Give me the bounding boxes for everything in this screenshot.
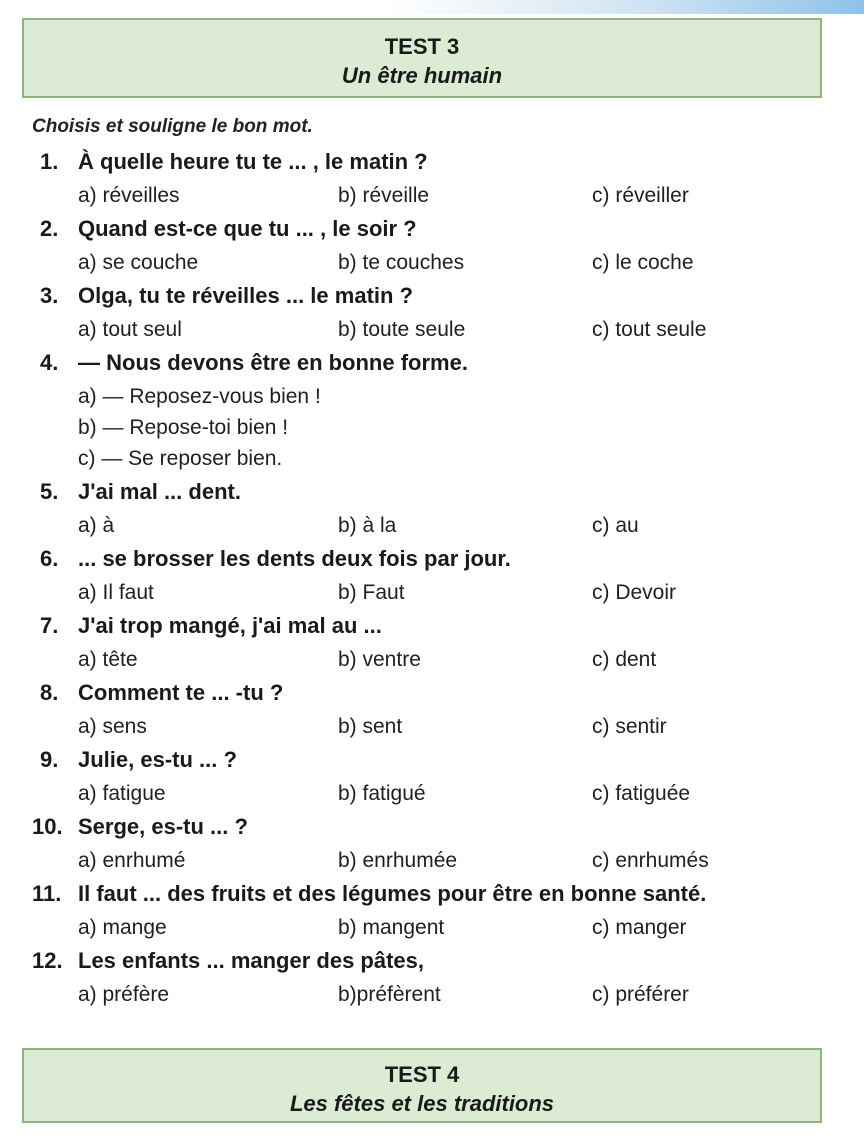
options-row bbox=[0, 847, 864, 880]
question-text: Il faut ... des fruits et des légumes pour être en bonne santé. bbox=[78, 881, 707, 906]
question bbox=[0, 813, 864, 847]
option-a[interactable]: a) fatigue bbox=[78, 782, 166, 805]
options-row bbox=[0, 445, 864, 478]
option-b[interactable]: b) à la bbox=[338, 514, 397, 537]
option-c[interactable]: c) dent bbox=[592, 648, 657, 671]
question bbox=[0, 880, 864, 914]
option-c[interactable]: c) préférer bbox=[592, 983, 689, 1006]
option-a[interactable]: a) préfère bbox=[78, 983, 170, 1006]
question-text: Julie, es-tu ... ? bbox=[78, 747, 237, 772]
question-text: Les enfants ... manger des pâtes, bbox=[78, 948, 425, 973]
option-c[interactable]: c) réveiller bbox=[592, 184, 689, 207]
option-c[interactable]: c) le coche bbox=[592, 251, 694, 274]
test4-title: TEST 4 bbox=[384, 1062, 460, 1087]
option-a[interactable]: a) — Reposez-vous bien ! bbox=[78, 385, 321, 408]
option-b[interactable]: b) réveille bbox=[338, 184, 430, 207]
option-a[interactable]: a) mange bbox=[78, 916, 167, 939]
question-text: Serge, es-tu ... ? bbox=[78, 814, 248, 839]
option-c[interactable]: c) tout seule bbox=[592, 318, 707, 341]
question bbox=[0, 148, 864, 182]
options-row bbox=[0, 646, 864, 679]
option-c[interactable]: c) sentir bbox=[592, 715, 667, 738]
options-row bbox=[0, 579, 864, 612]
question-number: 4. bbox=[40, 350, 59, 375]
option-b[interactable]: b) toute seule bbox=[338, 318, 466, 341]
test3-header bbox=[22, 18, 822, 98]
options-row bbox=[0, 780, 864, 813]
option-b[interactable]: b) mangent bbox=[338, 916, 445, 939]
option-c[interactable]: c) Devoir bbox=[592, 581, 677, 604]
question-text: J'ai mal ... dent. bbox=[78, 479, 241, 504]
option-b[interactable]: b) fatigué bbox=[338, 782, 426, 805]
option-a[interactable]: a) sens bbox=[78, 715, 147, 738]
options-row bbox=[0, 713, 864, 746]
question bbox=[0, 545, 864, 579]
question-text: Olga, tu te réveilles ... le matin ? bbox=[78, 283, 413, 308]
test3-subtitle: Un être humain bbox=[341, 63, 503, 88]
question-number: 7. bbox=[40, 613, 59, 638]
options-row bbox=[0, 981, 864, 1014]
question-number: 5. bbox=[40, 479, 59, 504]
option-b[interactable]: b) Faut bbox=[338, 581, 405, 604]
option-c[interactable]: c) enrhumés bbox=[592, 849, 709, 872]
option-b[interactable]: b)préfèrent bbox=[338, 983, 441, 1006]
question-number: 2. bbox=[40, 216, 59, 241]
option-b[interactable]: b) sent bbox=[338, 715, 403, 738]
option-c[interactable]: c) — Se reposer bien. bbox=[78, 447, 283, 470]
option-c[interactable]: c) fatiguée bbox=[592, 782, 691, 805]
options-row bbox=[0, 914, 864, 947]
option-a[interactable]: a) tout seul bbox=[78, 318, 182, 341]
instruction: Choisis et souligne le bon mot. bbox=[32, 116, 313, 137]
question bbox=[0, 612, 864, 646]
option-b[interactable]: b) — Repose-toi bien ! bbox=[78, 416, 289, 439]
question bbox=[0, 746, 864, 780]
options-row bbox=[0, 316, 864, 349]
option-a[interactable]: a) à bbox=[78, 514, 115, 537]
question-number: 9. bbox=[40, 747, 59, 772]
options-row bbox=[0, 383, 864, 414]
question-number: 3. bbox=[40, 283, 59, 308]
question bbox=[0, 947, 864, 981]
top-accent-bar bbox=[0, 0, 864, 14]
question-number: 12. bbox=[32, 948, 63, 973]
question-number: 10. bbox=[32, 814, 63, 839]
question-text: ... se brosser les dents deux fois par jour. bbox=[78, 546, 511, 571]
option-b[interactable]: b) ventre bbox=[338, 648, 421, 671]
test4-subtitle: Les fêtes et les traditions bbox=[289, 1091, 555, 1116]
options-row bbox=[0, 414, 864, 445]
question bbox=[0, 478, 864, 512]
question-number: 6. bbox=[40, 546, 59, 571]
option-a[interactable]: a) Il faut bbox=[78, 581, 154, 604]
option-a[interactable]: a) réveilles bbox=[78, 184, 180, 207]
option-a[interactable]: a) enrhumé bbox=[78, 849, 186, 872]
test4-header bbox=[22, 1048, 822, 1123]
option-b[interactable]: b) enrhumée bbox=[338, 849, 458, 872]
question-number: 8. bbox=[40, 680, 59, 705]
option-c[interactable]: c) au bbox=[592, 514, 639, 537]
question bbox=[0, 215, 864, 249]
option-c[interactable]: c) manger bbox=[592, 916, 687, 939]
option-b[interactable]: b) te couches bbox=[338, 251, 465, 274]
question bbox=[0, 282, 864, 316]
question-text: À quelle heure tu te ... , le matin ? bbox=[78, 149, 428, 174]
option-a[interactable]: a) se couche bbox=[78, 251, 199, 274]
question-number: 1. bbox=[40, 149, 59, 174]
question bbox=[0, 679, 864, 713]
question-text: Quand est-ce que tu ... , le soir ? bbox=[78, 216, 417, 241]
test3-title: TEST 3 bbox=[384, 34, 460, 59]
question-list bbox=[0, 148, 864, 1014]
options-row bbox=[0, 182, 864, 215]
question-text: Comment te ... -tu ? bbox=[78, 680, 284, 705]
options-row bbox=[0, 249, 864, 282]
options-row bbox=[0, 512, 864, 545]
question bbox=[0, 349, 864, 383]
question-text: — Nous devons être en bonne forme. bbox=[78, 350, 468, 375]
option-a[interactable]: a) tête bbox=[78, 648, 138, 671]
question-text: J'ai trop mangé, j'ai mal au ... bbox=[78, 613, 382, 638]
question-number: 11. bbox=[32, 881, 62, 906]
